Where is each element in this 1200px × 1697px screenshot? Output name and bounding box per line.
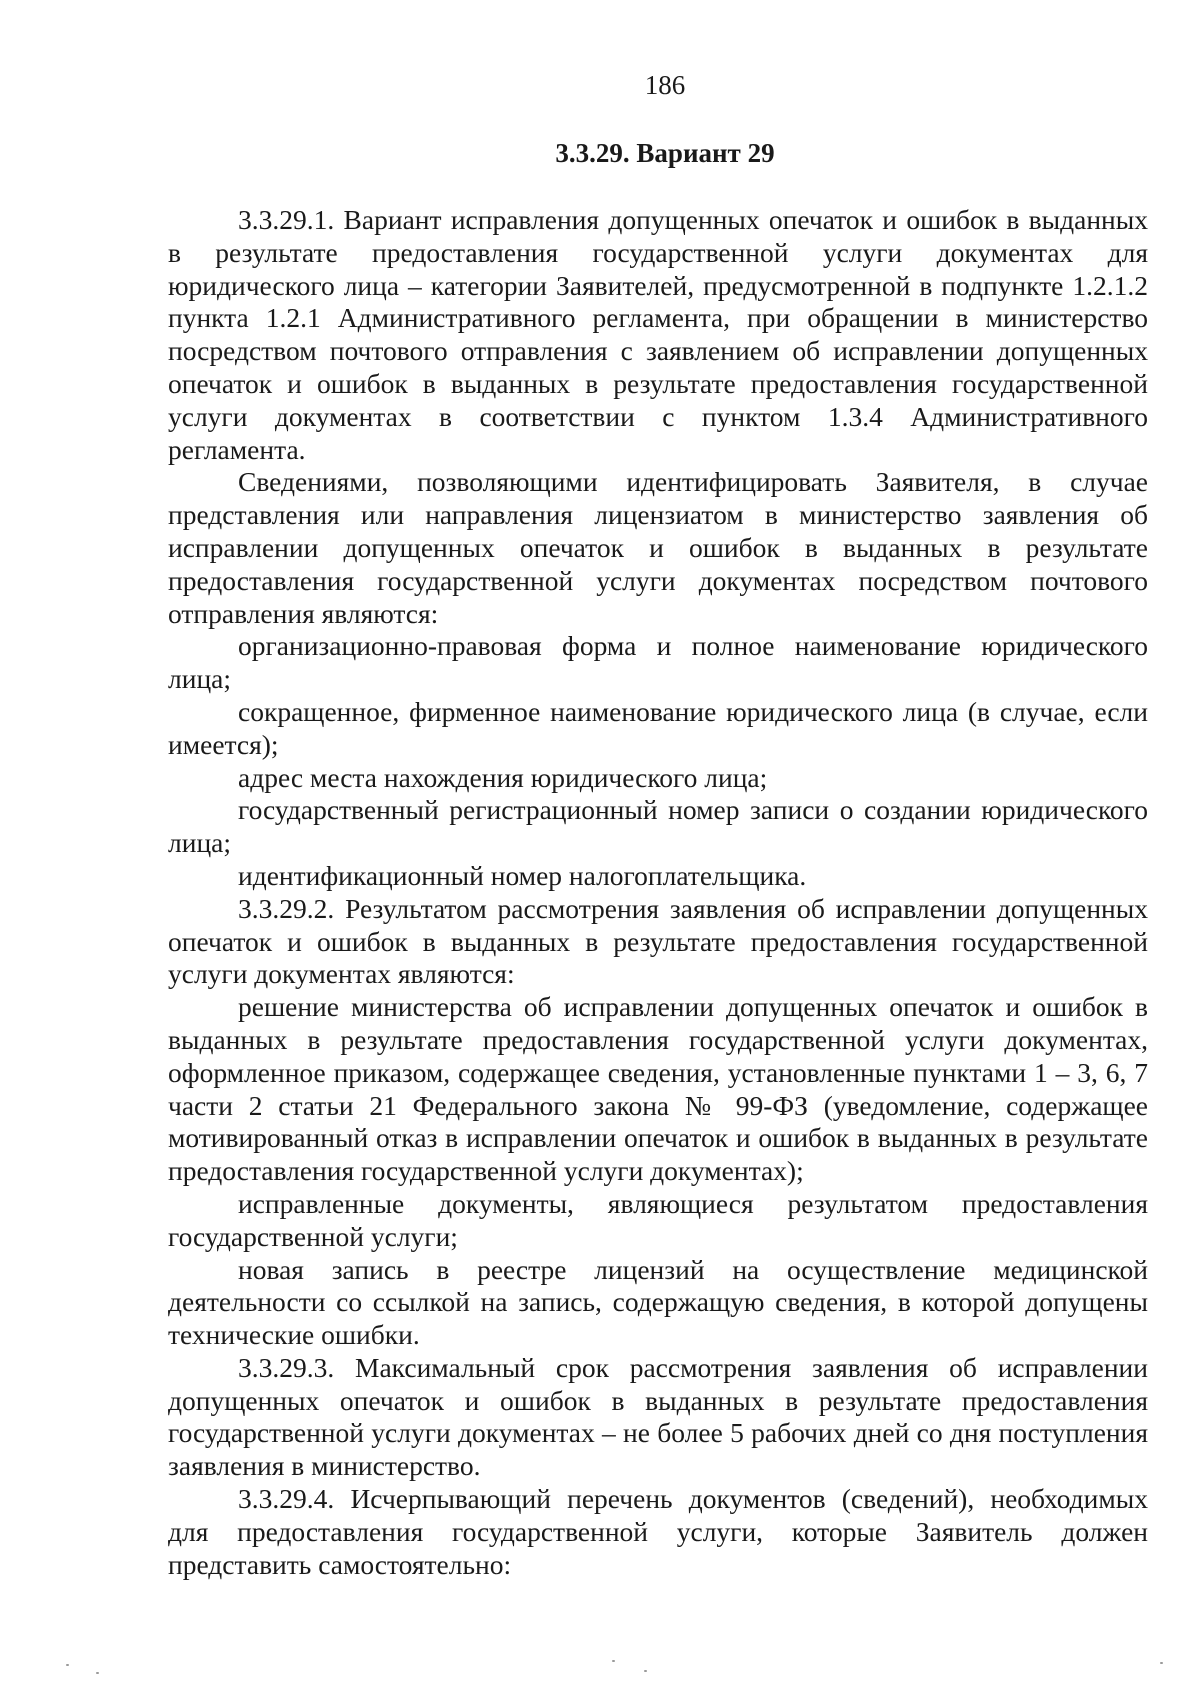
list-item: государственный регистрационный номер записи о создании юридического лица; [168,794,1148,859]
list-item: адрес места нахождения юридического лица; [238,761,768,793]
list-item: новая запись в реестре лицензий на осуществление медицинской деятельности со ссылкой на запись, содержащую сведения, в которой допущены технические ошибки. [168,1253,1148,1351]
paragraph: Сведениями, позволяющими идентифицировать Заявителя, в случае представления или направления лицензиатом в министерство заявления об исправлении допущенных опечаток и ошибок в выданных в результате предоставления государственной услуги документах посредством почтового отправления являются: [168,466,1148,629]
list-item: сокращенное, фирменное наименование юридического лица (в случае, если имеется); [168,695,1148,760]
scan-speck [96,1672,99,1674]
paragraph: 3.3.29.3. Максимальный срок рассмотрения заявления об исправлении допущенных опечаток и ошибок в выданных в результате предоставления государственной услуги документах – не более 5 рабочих дней со дня поступления заявления в министерство. [168,1351,1148,1482]
list-item: исправленные документы, являющиеся результатом предоставления государственной услуги; [168,1187,1148,1252]
paragraph: 3.3.29.1. Вариант исправления допущенных опечаток и ошибок в выданных в результате предоставления государственной услуги документах для юридического лица – категории Заявителей, предусмотренной в подпункте 1.2.1.2 пункта 1.2.1 Административного регламента, при обращении в министерство посредством почтового отправления с заявлением об исправлении допущенных опечаток и ошибок в выданных в результате предоставления государственной услуги документах в соответствии с пунктом 1.3.4 Административного регламента. [168,204,1148,465]
page-number: 186 [644,70,686,100]
paragraph: 3.3.29.4. Исчерпывающий перечень документов (сведений), необходимых для предоставления государственной услуги, которые Заявитель должен представить самостоятельно: [168,1483,1148,1580]
list-item: идентификационный номер налогоплательщика. [238,859,807,891]
scan-speck [66,1664,69,1666]
scan-speck [1160,1662,1163,1664]
scan-speck [644,1670,647,1672]
list-item: организационно-правовая форма и полное наименование юридического лица; [168,630,1148,695]
section-heading: 3.3.29. Вариант 29 [555,138,775,168]
paragraph: 3.3.29.2. Результатом рассмотрения заявления об исправлении допущенных опечаток и ошибок в выданных в результате предоставления государственной услуги документах являются: [168,892,1148,990]
list-item: решение министерства об исправлении допущенных опечаток и ошибок в выданных в результате предоставления государственной услуги документах, оформленное приказом, содержащее сведения, установленные пунктами 1 – 3, 6, 7 части 2 статьи 21 Федерального закона № 99-ФЗ (уведомление, содержащее мотивированный отказ в исправлении опечаток и ошибок в выданных в результате предоставления государственной услуги документах); [168,991,1148,1187]
document-body [168,204,1148,1581]
scan-speck [612,1660,615,1662]
